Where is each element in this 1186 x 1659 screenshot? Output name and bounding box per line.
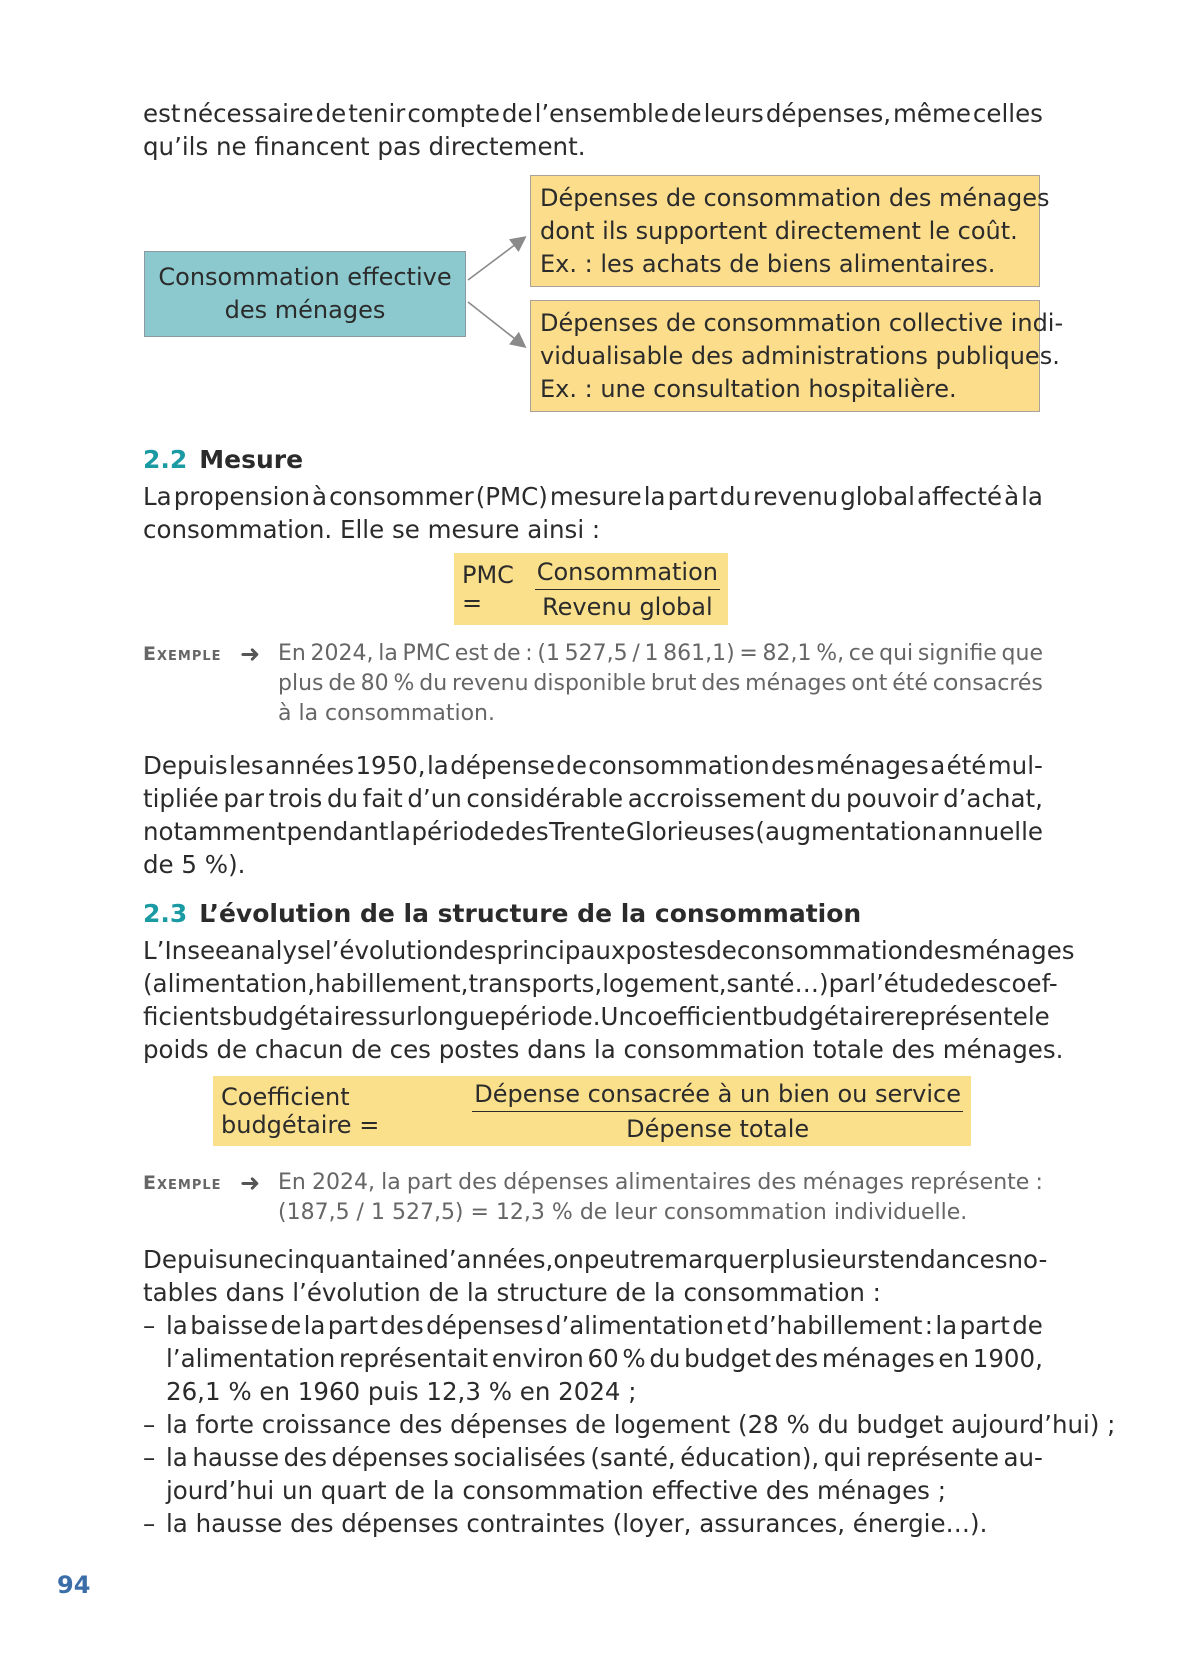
text-line: la baisse de la part des dépenses d’alimentation et d’habillement : la part de <box>166 1311 1043 1340</box>
text-line: la hausse des dépenses contraintes (loyer, assurances, énergie…). <box>166 1509 988 1538</box>
text-line: de 5 %). <box>143 850 246 879</box>
page-number: 94 <box>57 1571 91 1599</box>
section-heading-2-3 <box>143 897 861 930</box>
list-dash: – <box>143 1410 156 1439</box>
text-line: tipliée par trois du fait d’un considérable accroissement du pouvoir d’achat, <box>143 784 1043 813</box>
text-line: En 2024, la PMC est de : (1 527,5 / 1 861,1) = 82,1 %, ce qui signifie que <box>278 641 1043 666</box>
text-line: En 2024, la part des dépenses alimentaires des ménages représente : <box>278 1170 1043 1195</box>
list-item <box>143 1309 1043 1408</box>
formula-fraction <box>535 557 720 622</box>
diagram-source-box <box>144 251 466 337</box>
diagram-box-line: Ex. : une consultation hospitalière. <box>540 375 957 403</box>
example-text <box>278 1168 1043 1228</box>
diagram-box-line: Ex. : les achats de biens alimentaires. <box>540 250 996 278</box>
arrow-right-icon: ➜ <box>240 640 261 668</box>
section-2-2-paragraph <box>143 480 1043 546</box>
formula-denominator: Dépense totale <box>626 1114 810 1143</box>
trend-list <box>143 1309 1116 1540</box>
diagram-bottom-box <box>530 300 1064 412</box>
example-label: Exemple <box>143 1172 222 1194</box>
diagram-source-line: des ménages <box>224 296 386 324</box>
text-line: (187,5 / 1 527,5) = 12,3 % de leur consommation individuelle. <box>278 1200 968 1225</box>
text-line: tables dans l’évolution de la structure de la consommation : <box>143 1278 881 1307</box>
section-2-3-paragraph-2 <box>143 1243 1048 1309</box>
text-line: qu’ils ne financent pas directement. <box>143 132 586 161</box>
diagram-arrows <box>466 228 532 358</box>
text-line: la forte croissance des dépenses de logement (28 % du budget aujourd’hui) ; <box>166 1410 1116 1439</box>
text-line: est nécessaire de tenir compte de l’ensemble de leurs dépenses, même celles <box>143 99 1043 128</box>
list-item <box>143 1507 1043 1540</box>
text-line: à la consommation. <box>278 701 495 726</box>
diagram-source-line: Consommation effective <box>158 263 452 291</box>
formula-lhs: Coefficient budgétaire = <box>221 1083 380 1139</box>
section-heading-2-2 <box>143 443 303 476</box>
section-2-2-paragraph-2 <box>143 749 1043 881</box>
list-item <box>143 1408 1116 1441</box>
text-line: Depuis les années 1950, la dépense de consommation des ménages a été mul- <box>143 751 1043 780</box>
budget-coefficient-formula <box>213 1076 971 1146</box>
section-2-3-paragraph <box>143 934 1075 1066</box>
pmc-formula <box>454 553 728 625</box>
text-line: 26,1 % en 1960 puis 12,3 % en 2024 ; <box>166 1377 637 1406</box>
text-line: ficients budgétaires sur longue période. Un coefficient budgétaire représente le <box>143 1002 1050 1031</box>
formula-denominator: Revenu global <box>542 592 713 621</box>
section-number: 2.3 <box>143 899 188 928</box>
text-line: plus de 80 % du revenu disponible brut des ménages ont été consacrés <box>278 671 1043 696</box>
arrow-right-icon: ➜ <box>240 1169 261 1197</box>
text-line: Depuis une cinquantaine d’années, on peut remarquer plusieurs tendances no- <box>143 1245 1048 1274</box>
diagram-box-line: Dépenses de consommation des ménages <box>540 184 1050 212</box>
list-dash: – <box>143 1509 156 1538</box>
text-line: La propension à consommer (PMC) mesure la part du revenu global affecté à la <box>143 482 1043 511</box>
text-line: la hausse des dépenses socialisées (santé, éducation), qui représente au- <box>166 1443 1043 1472</box>
formula-fraction <box>472 1079 963 1144</box>
text-line: consommation. Elle se mesure ainsi : <box>143 515 601 544</box>
arrow-down <box>468 302 524 346</box>
diagram-box-line: vidualisable des administrations publiques. <box>540 342 1060 370</box>
formula-numerator: Dépense consacrée à un bien ou service <box>472 1079 963 1112</box>
example-text <box>278 639 1043 729</box>
text-line: (alimentation, habillement, transports, logement, santé…) par l’étude des coef- <box>143 969 1058 998</box>
list-item <box>143 1441 1043 1507</box>
diagram-box-line: Dépenses de consommation collective indi- <box>540 309 1064 337</box>
section-title: L’évolution de la structure de la consommation <box>199 899 862 928</box>
formula-lhs: PMC = <box>462 561 514 617</box>
text-line: l’alimentation représentait environ 60 % du budget des ménages en 1900, <box>166 1344 1043 1373</box>
text-line: poids de chacun de ces postes dans la consommation totale des ménages. <box>143 1035 1064 1064</box>
arrow-up <box>468 238 524 280</box>
formula-numerator: Consommation <box>535 557 720 590</box>
diagram-box-line: dont ils supportent directement le coût. <box>540 217 1018 245</box>
text-line: jourd’hui un quart de la consommation effective des ménages ; <box>166 1476 946 1505</box>
list-dash: – <box>143 1311 156 1340</box>
example-label: Exemple <box>143 643 222 665</box>
list-dash: – <box>143 1443 156 1472</box>
text-line: notamment pendant la période des Trente Glorieuses (augmentation annuelle <box>143 817 1043 846</box>
section-title: Mesure <box>199 445 304 474</box>
diagram-top-box <box>530 175 1050 287</box>
section-number: 2.2 <box>143 445 188 474</box>
intro-paragraph <box>143 97 1043 163</box>
text-line: L’Insee analyse l’évolution des principaux postes de consommation des ménages <box>143 936 1075 965</box>
